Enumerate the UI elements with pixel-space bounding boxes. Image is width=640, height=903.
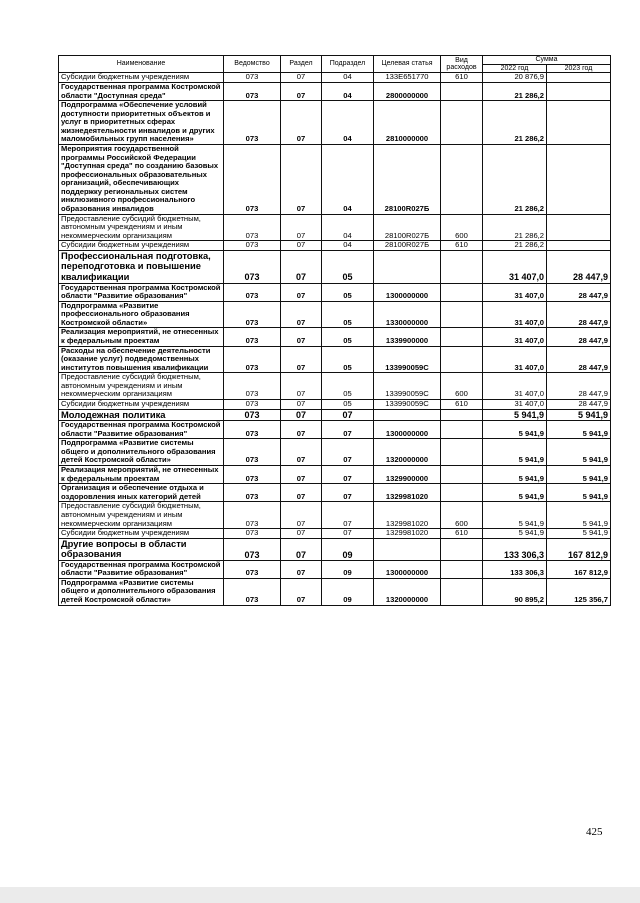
row-exp-type: [441, 466, 483, 484]
row-section: 07: [281, 409, 322, 421]
row-subsection: 07: [322, 502, 374, 529]
row-target: 1329900000: [374, 466, 441, 484]
header-subsection: Подраздел: [322, 56, 374, 73]
table-row: [59, 400, 611, 410]
row-name: Субсидии бюджетным учреждениям: [59, 400, 224, 410]
row-name: Государственная программа Костромской области "Развитие образования": [59, 283, 224, 301]
row-section: 07: [281, 328, 322, 346]
row-subsection: 05: [322, 400, 374, 410]
row-name: Предоставление субсидий бюджетным, автономным учреждениям и иным некоммерческим организациям: [59, 373, 224, 400]
row-section: 07: [281, 400, 322, 410]
table-row: [59, 502, 611, 529]
table-row: [59, 560, 611, 578]
table-row: [59, 538, 611, 560]
table-row: [59, 214, 611, 241]
row-sum-2023: 28 447,9: [547, 328, 611, 346]
row-name: Организация и обеспечение отдыха и оздоровления иных категорий детей: [59, 484, 224, 502]
row-subsection: 04: [322, 82, 374, 100]
row-name: Реализация мероприятий, не отнесенных к федеральным проектам: [59, 328, 224, 346]
row-exp-type: [441, 145, 483, 215]
row-subsection: 04: [322, 145, 374, 215]
row-sum-2022: 21 286,2: [483, 214, 547, 241]
row-dept: 073: [224, 101, 281, 145]
row-target: 1320000000: [374, 578, 441, 605]
row-section: 07: [281, 529, 322, 539]
row-sum-2023: 28 447,9: [547, 250, 611, 283]
row-target: [374, 409, 441, 421]
row-target: 1329981020: [374, 484, 441, 502]
table-row: [59, 409, 611, 421]
row-sum-2022: 31 407,0: [483, 373, 547, 400]
row-dept: 073: [224, 502, 281, 529]
header-section: Раздел: [281, 56, 322, 73]
row-sum-2022: 21 286,2: [483, 145, 547, 215]
row-section: 07: [281, 82, 322, 100]
row-sum-2022: 20 876,9: [483, 73, 547, 83]
row-dept: 073: [224, 373, 281, 400]
row-name: Расходы на обеспечение деятельности (оказание услуг) подведомственных институтов повышения квалификации: [59, 346, 224, 373]
row-sum-2022: 5 941,9: [483, 409, 547, 421]
row-subsection: 07: [322, 529, 374, 539]
row-section: 07: [281, 301, 322, 328]
row-section: 07: [281, 578, 322, 605]
table-row: [59, 301, 611, 328]
row-dept: 073: [224, 328, 281, 346]
row-section: 07: [281, 346, 322, 373]
row-exp-type: 610: [441, 529, 483, 539]
row-section: 07: [281, 560, 322, 578]
row-dept: 073: [224, 145, 281, 215]
row-section: 07: [281, 466, 322, 484]
row-exp-type: [441, 301, 483, 328]
row-sum-2023: 28 447,9: [547, 283, 611, 301]
row-target: [374, 250, 441, 283]
header-dept: Ведомство: [224, 56, 281, 73]
row-sum-2022: 5 941,9: [483, 529, 547, 539]
row-dept: 073: [224, 421, 281, 439]
row-exp-type: [441, 82, 483, 100]
row-section: 07: [281, 484, 322, 502]
row-sum-2022: 21 286,2: [483, 82, 547, 100]
row-exp-type: [441, 283, 483, 301]
row-sum-2023: 28 447,9: [547, 346, 611, 373]
row-exp-type: 610: [441, 73, 483, 83]
row-exp-type: [441, 409, 483, 421]
row-sum-2023: 28 447,9: [547, 373, 611, 400]
row-subsection: 05: [322, 328, 374, 346]
row-dept: 073: [224, 409, 281, 421]
row-target: 1329981020: [374, 529, 441, 539]
row-subsection: 07: [322, 484, 374, 502]
row-dept: 073: [224, 484, 281, 502]
row-name: Государственная программа Костромской области "Развитие образования": [59, 560, 224, 578]
row-sum-2023: 28 447,9: [547, 301, 611, 328]
row-sum-2023: 167 812,9: [547, 538, 611, 560]
row-name: Мероприятия государственной программы Российской Федерации "Доступная среда" по созданию базовых профессиональных образовательных организаций, обеспечивающих поддержку региональных систем инклюзивного профессионального образования инвалидов: [59, 145, 224, 215]
scan-bottom-band: [0, 887, 640, 903]
row-sum-2022: 5 941,9: [483, 421, 547, 439]
row-sum-2023: [547, 101, 611, 145]
row-exp-type: [441, 538, 483, 560]
row-dept: 073: [224, 466, 281, 484]
row-target: 2810000000: [374, 101, 441, 145]
row-name: Субсидии бюджетным учреждениям: [59, 529, 224, 539]
table-row: [59, 101, 611, 145]
row-target: 1330000000: [374, 301, 441, 328]
row-name: Государственная программа Костромской области "Доступная среда": [59, 82, 224, 100]
row-target: 1329981020: [374, 502, 441, 529]
row-dept: 073: [224, 214, 281, 241]
table-body: [59, 73, 611, 605]
row-sum-2022: 5 941,9: [483, 484, 547, 502]
row-dept: 073: [224, 578, 281, 605]
row-subsection: 04: [322, 101, 374, 145]
row-name: Подпрограмма «Развитие профессионального образования Костромской области»: [59, 301, 224, 328]
row-name: Государственная программа Костромской области "Развитие образования": [59, 421, 224, 439]
row-dept: 073: [224, 529, 281, 539]
row-sum-2023: 167 812,9: [547, 560, 611, 578]
table-row: [59, 82, 611, 100]
row-exp-type: [441, 421, 483, 439]
row-dept: 073: [224, 283, 281, 301]
row-subsection: 05: [322, 373, 374, 400]
row-target: 1300000000: [374, 283, 441, 301]
row-exp-type: [441, 578, 483, 605]
row-sum-2023: [547, 73, 611, 83]
row-target: [374, 538, 441, 560]
header-name: Наименование: [59, 56, 224, 73]
row-dept: 073: [224, 82, 281, 100]
table-row: [59, 250, 611, 283]
table-row: [59, 241, 611, 251]
row-name: Предоставление субсидий бюджетным, автономным учреждениям и иным некоммерческим организациям: [59, 214, 224, 241]
row-name: Реализация мероприятий, не отнесенных к федеральным проектам: [59, 466, 224, 484]
table-row: [59, 466, 611, 484]
header-2023: 2023 год: [547, 64, 611, 73]
row-name: Другие вопросы в области образования: [59, 538, 224, 560]
budget-table: [58, 55, 611, 606]
row-section: 07: [281, 421, 322, 439]
row-sum-2023: 5 941,9: [547, 502, 611, 529]
row-sum-2022: 90 895,2: [483, 578, 547, 605]
row-subsection: 05: [322, 301, 374, 328]
row-dept: 073: [224, 241, 281, 251]
table-row: [59, 421, 611, 439]
row-sum-2023: [547, 82, 611, 100]
row-subsection: 07: [322, 409, 374, 421]
row-exp-type: [441, 101, 483, 145]
row-section: 07: [281, 502, 322, 529]
row-dept: 073: [224, 73, 281, 83]
row-exp-type: 610: [441, 400, 483, 410]
row-name: Субсидии бюджетным учреждениям: [59, 241, 224, 251]
row-sum-2023: [547, 241, 611, 251]
row-sum-2022: 31 407,0: [483, 283, 547, 301]
row-target: 133E651770: [374, 73, 441, 83]
row-subsection: 05: [322, 346, 374, 373]
row-name: Предоставление субсидий бюджетным, автономным учреждениям и иным некоммерческим организациям: [59, 502, 224, 529]
row-exp-type: [441, 439, 483, 466]
row-section: 07: [281, 73, 322, 83]
row-sum-2023: 125 356,7: [547, 578, 611, 605]
header-row-1: [59, 56, 611, 65]
table-row: [59, 578, 611, 605]
row-section: 07: [281, 373, 322, 400]
row-section: 07: [281, 241, 322, 251]
row-name: Подпрограмма «Развитие системы общего и дополнительного образования детей Костромской области»: [59, 578, 224, 605]
row-section: 07: [281, 538, 322, 560]
row-subsection: 09: [322, 560, 374, 578]
row-subsection: 05: [322, 283, 374, 301]
table-row: [59, 484, 611, 502]
row-section: 07: [281, 101, 322, 145]
row-subsection: 04: [322, 241, 374, 251]
row-sum-2023: [547, 145, 611, 215]
row-target: 1300000000: [374, 560, 441, 578]
row-target: 1300000000: [374, 421, 441, 439]
row-target: 1320000000: [374, 439, 441, 466]
header-exp-type: Вид расходов: [441, 56, 483, 73]
row-dept: 073: [224, 250, 281, 283]
row-target: 28100R027Б: [374, 241, 441, 251]
row-name: Субсидии бюджетным учреждениям: [59, 73, 224, 83]
row-sum-2023: 5 941,9: [547, 529, 611, 539]
header-target: Целевая статья: [374, 56, 441, 73]
row-exp-type: 610: [441, 241, 483, 251]
row-sum-2022: 133 306,3: [483, 538, 547, 560]
row-target: 28100R027Б: [374, 214, 441, 241]
table-row: [59, 529, 611, 539]
row-section: 07: [281, 439, 322, 466]
table-row: [59, 145, 611, 215]
row-target: 1339900000: [374, 328, 441, 346]
row-subsection: 05: [322, 250, 374, 283]
row-sum-2023: 5 941,9: [547, 484, 611, 502]
row-section: 07: [281, 250, 322, 283]
row-target: 28100R027Б: [374, 145, 441, 215]
row-sum-2022: 21 286,2: [483, 241, 547, 251]
row-exp-type: [441, 328, 483, 346]
row-subsection: 07: [322, 439, 374, 466]
row-target: 133990059С: [374, 346, 441, 373]
row-dept: 073: [224, 538, 281, 560]
page-number: 425: [586, 826, 603, 838]
row-name: Подпрограмма «Развитие системы общего и дополнительного образования детей Костромской области»: [59, 439, 224, 466]
row-dept: 073: [224, 346, 281, 373]
table-row: [59, 346, 611, 373]
row-sum-2022: 31 407,0: [483, 301, 547, 328]
table-row: [59, 328, 611, 346]
row-name: Молодежная политика: [59, 409, 224, 421]
row-section: 07: [281, 283, 322, 301]
row-subsection: 09: [322, 578, 374, 605]
row-name: Профессиональная подготовка, переподготовка и повышение квалификации: [59, 250, 224, 283]
header-2022: 2022 год: [483, 64, 547, 73]
row-sum-2022: 5 941,9: [483, 466, 547, 484]
row-dept: 073: [224, 560, 281, 578]
row-sum-2022: 31 407,0: [483, 400, 547, 410]
row-sum-2022: 31 407,0: [483, 346, 547, 373]
row-subsection: 04: [322, 214, 374, 241]
row-exp-type: [441, 484, 483, 502]
table-row: [59, 283, 611, 301]
row-target: 2800000000: [374, 82, 441, 100]
row-subsection: 07: [322, 466, 374, 484]
row-exp-type: [441, 346, 483, 373]
row-dept: 073: [224, 301, 281, 328]
row-dept: 073: [224, 439, 281, 466]
row-section: 07: [281, 214, 322, 241]
row-subsection: 09: [322, 538, 374, 560]
row-sum-2022: 5 941,9: [483, 439, 547, 466]
row-sum-2023: 5 941,9: [547, 409, 611, 421]
row-subsection: 07: [322, 421, 374, 439]
row-sum-2023: 28 447,9: [547, 400, 611, 410]
row-sum-2022: 21 286,2: [483, 101, 547, 145]
row-exp-type: 600: [441, 214, 483, 241]
row-sum-2023: 5 941,9: [547, 439, 611, 466]
row-sum-2022: 31 407,0: [483, 250, 547, 283]
row-exp-type: 600: [441, 502, 483, 529]
table-row: [59, 373, 611, 400]
row-sum-2023: [547, 214, 611, 241]
row-name: Подпрограмма «Обеспечение условий доступности приоритетных объектов и услуг в приоритетных сферах жизнедеятельности инвалидов и других маломобильных групп населения»: [59, 101, 224, 145]
row-sum-2022: 31 407,0: [483, 328, 547, 346]
table-row: [59, 73, 611, 83]
table-row: [59, 439, 611, 466]
row-target: 133990059С: [374, 400, 441, 410]
row-sum-2023: 5 941,9: [547, 466, 611, 484]
row-exp-type: [441, 250, 483, 283]
row-sum-2022: 133 306,3: [483, 560, 547, 578]
row-subsection: 04: [322, 73, 374, 83]
row-target: 133990059С: [374, 373, 441, 400]
row-dept: 073: [224, 400, 281, 410]
header-sum: Сумма: [483, 56, 611, 65]
row-sum-2023: 5 941,9: [547, 421, 611, 439]
row-exp-type: 600: [441, 373, 483, 400]
row-section: 07: [281, 145, 322, 215]
row-exp-type: [441, 560, 483, 578]
row-sum-2022: 5 941,9: [483, 502, 547, 529]
